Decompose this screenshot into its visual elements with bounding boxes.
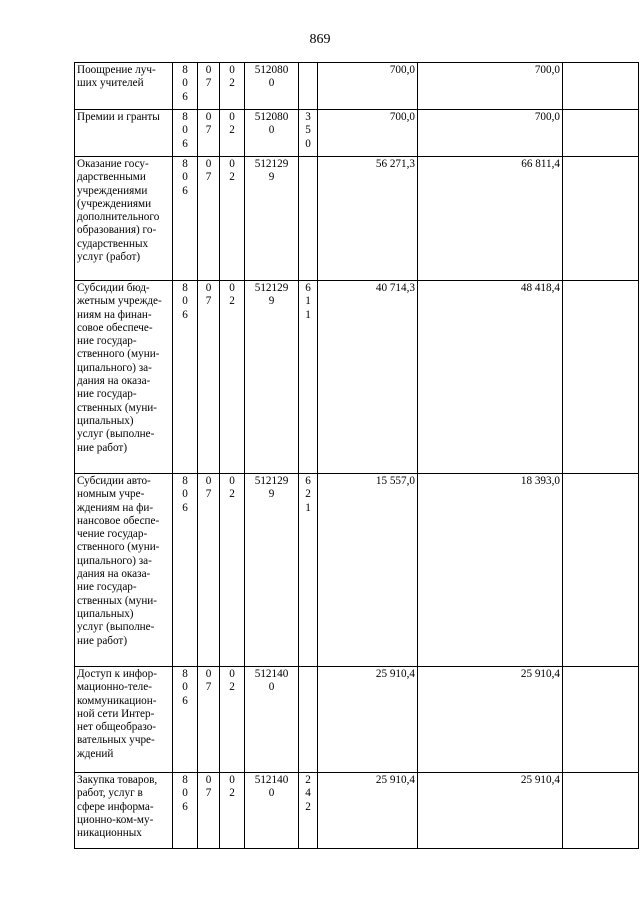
expense-type-code: 6 1 1 (299, 281, 318, 474)
subsection-code: 0 2 (220, 773, 245, 849)
table-row (75, 63, 639, 110)
expense-name: Субсидии авто- номным учре- ждениям на фи- нансовое обеспе- чение государ- ственного (муни- ципального) за- дания на оказа- ние государ- ственных (муни- ципальных) услуг (выполне- ние работ) (75, 474, 173, 667)
amount-year-2: 700,0 (418, 110, 563, 157)
subsection-code: 0 2 (220, 281, 245, 474)
section-code: 0 7 (198, 110, 220, 157)
section-code: 0 7 (198, 773, 220, 849)
expense-name: Поощрение луч- ших учителей (75, 63, 173, 110)
amount-year-1: 25 910,4 (318, 773, 418, 849)
table-row (75, 110, 639, 157)
section-code: 0 7 (198, 63, 220, 110)
expense-type-code: 2 4 2 (299, 773, 318, 849)
ministry-code: 8 0 6 (173, 474, 198, 667)
ministry-code: 8 0 6 (173, 281, 198, 474)
amount-year-2: 700,0 (418, 63, 563, 110)
ministry-code: 8 0 6 (173, 157, 198, 281)
subsection-code: 0 2 (220, 63, 245, 110)
amount-year-2: 18 393,0 (418, 474, 563, 667)
expense-name: Доступ к инфор- мационно-теле- коммуникацион- ной сети Интер- нет общеобразо- вательных учре- ждений (75, 667, 173, 773)
empty-cell (563, 281, 639, 474)
target-article-code: 512129 9 (245, 474, 299, 667)
budget-table (74, 62, 639, 849)
subsection-code: 0 2 (220, 667, 245, 773)
section-code: 0 7 (198, 157, 220, 281)
section-code: 0 7 (198, 281, 220, 474)
amount-year-1: 700,0 (318, 110, 418, 157)
amount-year-1: 56 271,3 (318, 157, 418, 281)
section-code: 0 7 (198, 667, 220, 773)
amount-year-1: 700,0 (318, 63, 418, 110)
target-article-code: 512140 0 (245, 667, 299, 773)
table-row (75, 667, 639, 773)
expense-type-code: 6 2 1 (299, 474, 318, 667)
ministry-code: 8 0 6 (173, 110, 198, 157)
amount-year-2: 25 910,4 (418, 773, 563, 849)
amount-year-2: 66 811,4 (418, 157, 563, 281)
expense-type-code (299, 667, 318, 773)
table-row (75, 773, 639, 849)
empty-cell (563, 157, 639, 281)
expense-type-code (299, 157, 318, 281)
table-body (75, 63, 639, 849)
expense-name: Закупка товаров, работ, услуг в сфере информа- ционно-ком-му- никационных (75, 773, 173, 849)
expense-name: Субсидии бюд- жетным учрежде- ниям на финан- совое обеспече- ние государ- ственного (муни- ципального) за- дания на оказа- ние государ- ственных (муни- ципальных) услуг (выполне- ние работ) (75, 281, 173, 474)
subsection-code: 0 2 (220, 110, 245, 157)
subsection-code: 0 2 (220, 474, 245, 667)
amount-year-1: 40 714,3 (318, 281, 418, 474)
ministry-code: 8 0 6 (173, 667, 198, 773)
ministry-code: 8 0 6 (173, 773, 198, 849)
subsection-code: 0 2 (220, 157, 245, 281)
section-code: 0 7 (198, 474, 220, 667)
amount-year-2: 25 910,4 (418, 667, 563, 773)
expense-type-code (299, 63, 318, 110)
ministry-code: 8 0 6 (173, 63, 198, 110)
target-article-code: 512129 9 (245, 157, 299, 281)
amount-year-1: 25 910,4 (318, 667, 418, 773)
target-article-code: 512129 9 (245, 281, 299, 474)
expense-name: Оказание госу- дарственными учреждениями (учреждениями дополнительного образования) го- сударственных услуг (работ) (75, 157, 173, 281)
target-article-code: 512080 0 (245, 110, 299, 157)
target-article-code: 512080 0 (245, 63, 299, 110)
table-row (75, 281, 639, 474)
table-row (75, 474, 639, 667)
expense-type-code: 3 5 0 (299, 110, 318, 157)
amount-year-2: 48 418,4 (418, 281, 563, 474)
page-number: 869 (309, 32, 331, 47)
empty-cell (563, 667, 639, 773)
table-row (75, 157, 639, 281)
target-article-code: 512140 0 (245, 773, 299, 849)
empty-cell (563, 773, 639, 849)
empty-cell (563, 110, 639, 157)
expense-name: Премии и гранты (75, 110, 173, 157)
amount-year-1: 15 557,0 (318, 474, 418, 667)
empty-cell (563, 474, 639, 667)
empty-cell (563, 63, 639, 110)
